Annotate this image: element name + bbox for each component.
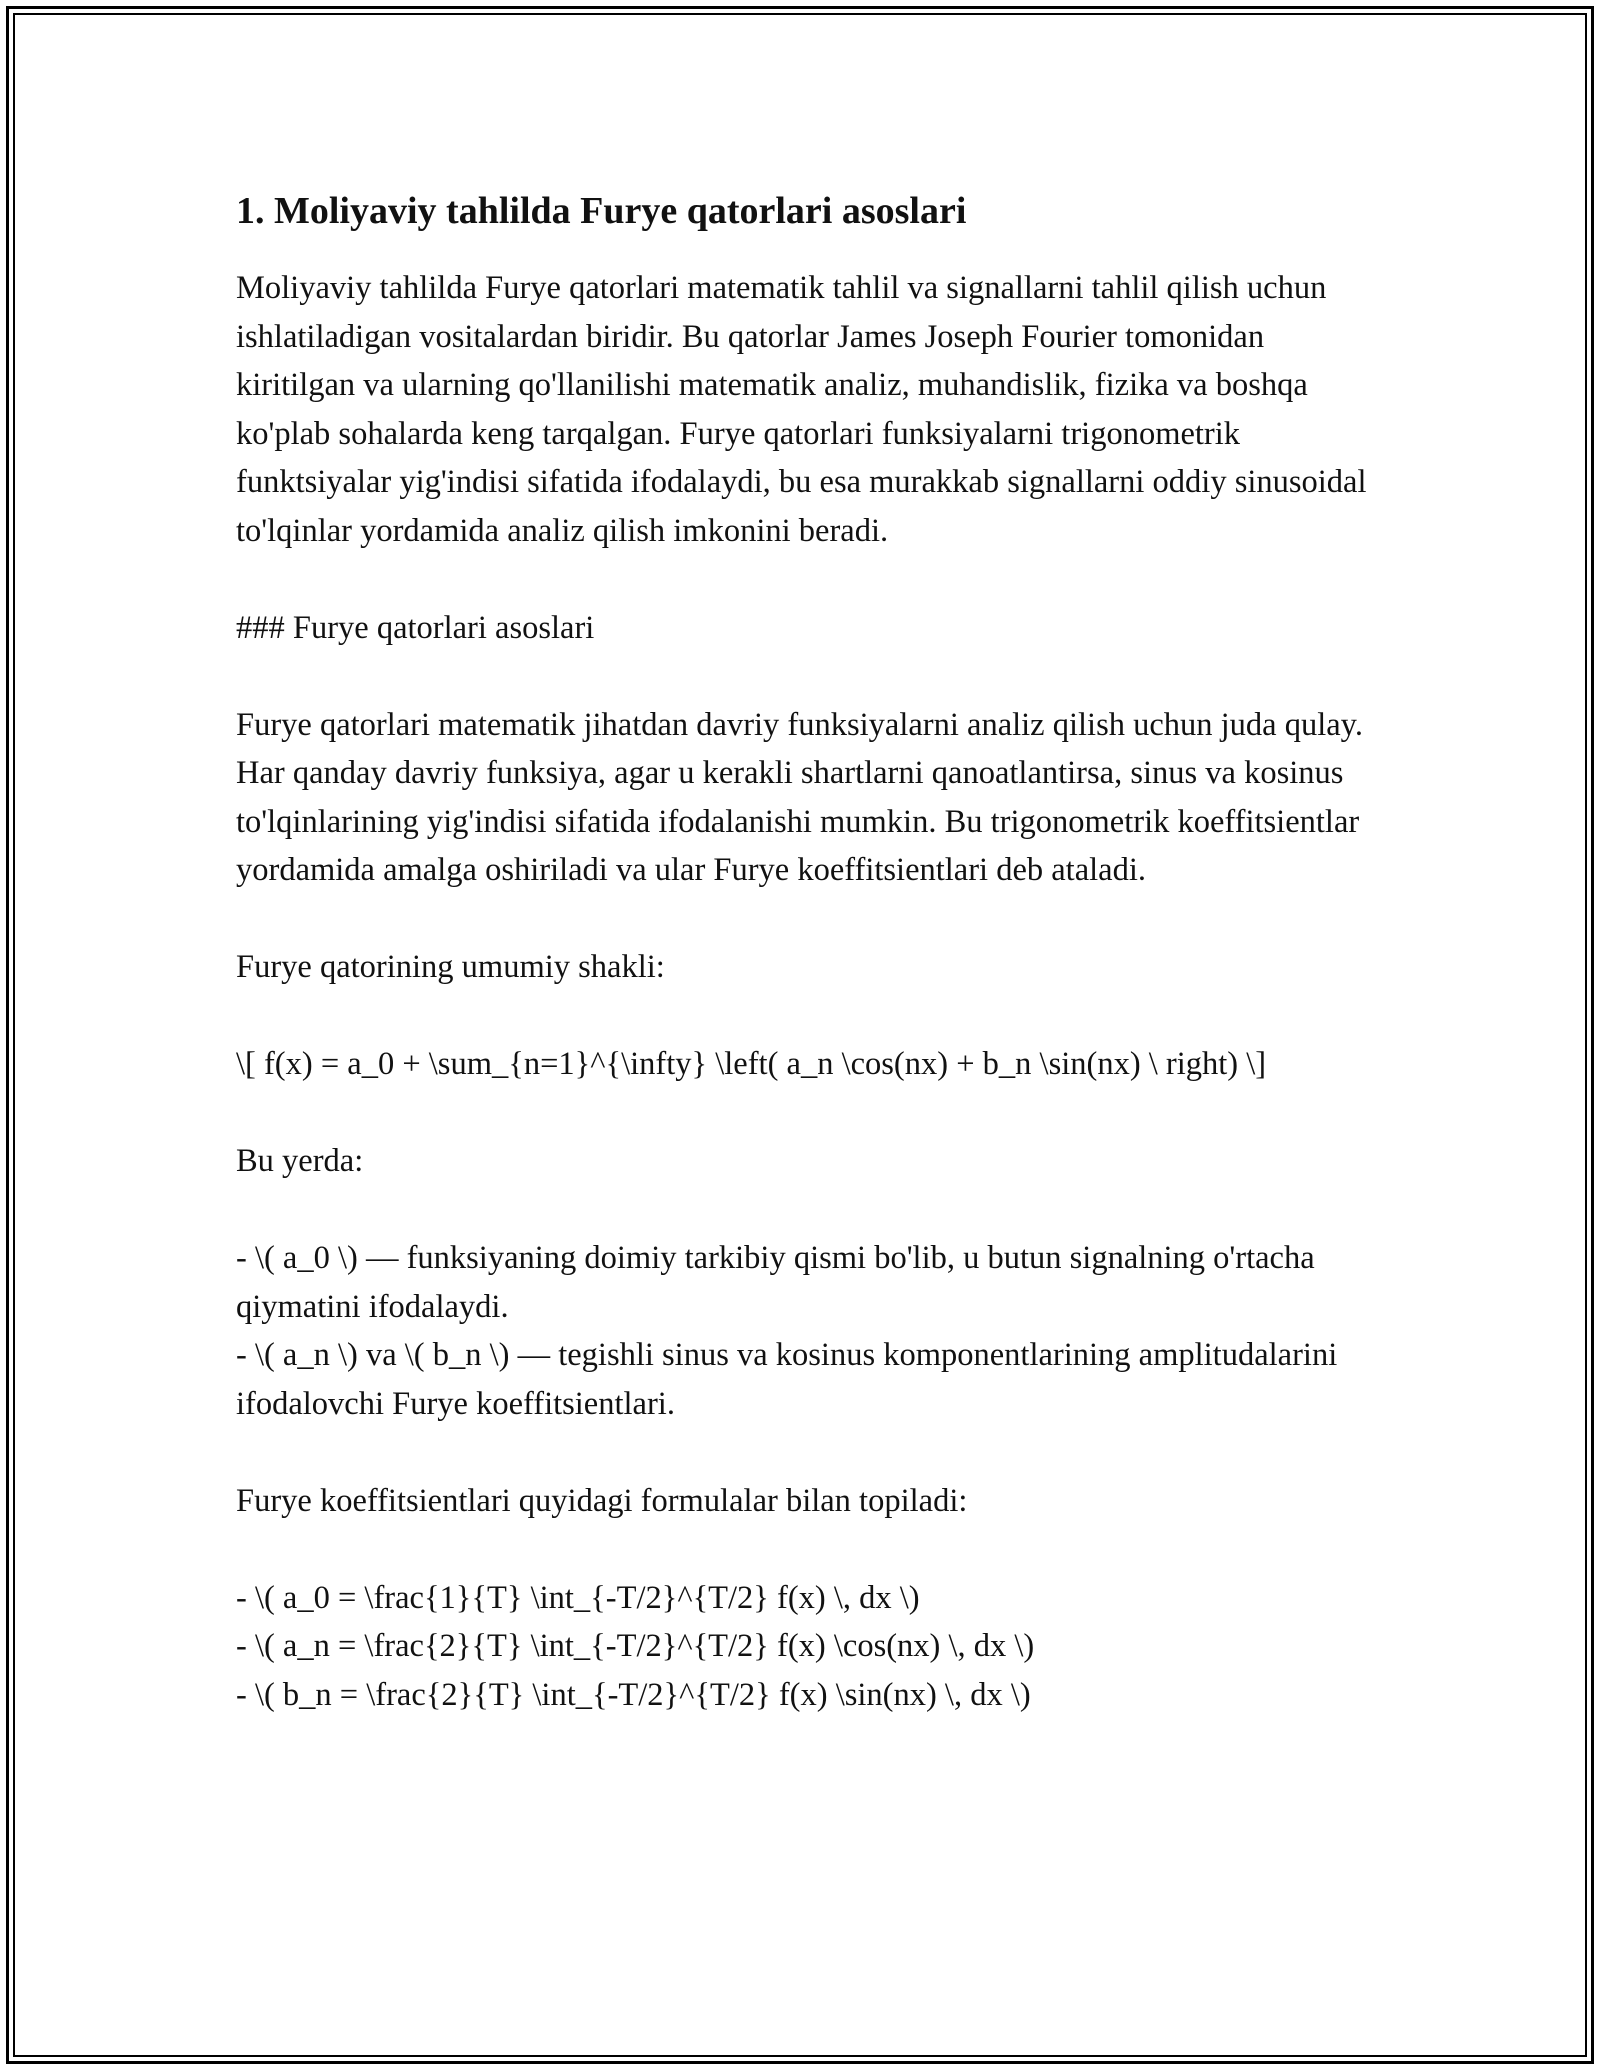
spacer [236,1525,1376,1574]
definition-an-bn: - \( a_n \) va \( b_n \) — tegishli sinus va kosinus komponentlarining amplitudalarini ifodalovchi Furye koeffitsientlari. [236,1337,1338,1422]
section-heading-markdown: ### Furye qatorlari asoslari [236,609,595,646]
formula-bn: - \( b_n = \frac{2}{T} \int_{-T/2}^{T/2} f(x) \sin(nx) \, dx \) [236,1676,1031,1713]
spacer [236,652,1376,701]
spacer [236,1186,1376,1235]
spacer [236,1428,1376,1477]
basics-paragraph: Furye qatorlari matematik jihatdan davriy funksiyalarni analiz qilish uchun juda qulay. Har qanday davriy funksiya, agar u kerakli shartlarni qanoatlantirsa, sinus va kosinus to'lqinlarining yig'indisi sifatida ifodalanishi mumkin. Bu trigonometrik koeffitsientlar yordamida amalga oshiriladi va ular Furye koeffitsientlari deb ataladi. [236,706,1363,888]
fourier-series-formula: \[ f(x) = a_0 + \sum_{n=1}^{\infty} \left( a_n \cos(nx) + b_n \sin(nx) \ right) \] [236,1046,1267,1082]
spacer [236,895,1376,944]
page-title: 1. Moliyaviy tahlilda Furye qatorlari asoslari [236,190,967,232]
document-body [236,186,1376,1719]
formula-a0: - \( a_0 = \frac{1}{T} \int_{-T/2}^{T/2} f(x) \, dx \) [236,1579,920,1616]
spacer [236,992,1376,1041]
intro-paragraph: Moliyaviy tahlilda Furye qatorlari matematik tahlil va signallarni tahlil qilish uchun ishlatiladigan vositalardan biridir. Bu qatorlar James Joseph Fourier tomonidan kiritilgan va ularning qo'llanilishi matematik analiz, muhandislik, fizika va boshqa ko'plab sohalarda keng tarqalgan. Furye qatorlari funksiyalarni trigonometrik funktsiyalar yig'indisi sifatida ifodalaydi, bu esa murakkab signallarni oddiy sinusoidal to'lqinlar yordamida analiz qilish imkonini beradi. [236,270,1367,549]
where-label: Bu yerda: [236,1143,364,1179]
coefficients-intro: Furye koeffitsientlari quyidagi formulalar bilan topiladi: [236,1482,968,1519]
spacer [236,1089,1376,1138]
definition-a0: - \( a_0 \) — funksiyaning doimiy tarkibiy qismi bo'lib, u butun signalning o'rtacha qiymatini ifodalaydi. [236,1240,1315,1325]
spacer [236,555,1376,604]
general-form-label: Furye qatorining umumiy shakli: [236,949,665,985]
formula-an: - \( a_n = \frac{2}{T} \int_{-T/2}^{T/2} f(x) \cos(nx) \, dx \) [236,1628,1035,1664]
